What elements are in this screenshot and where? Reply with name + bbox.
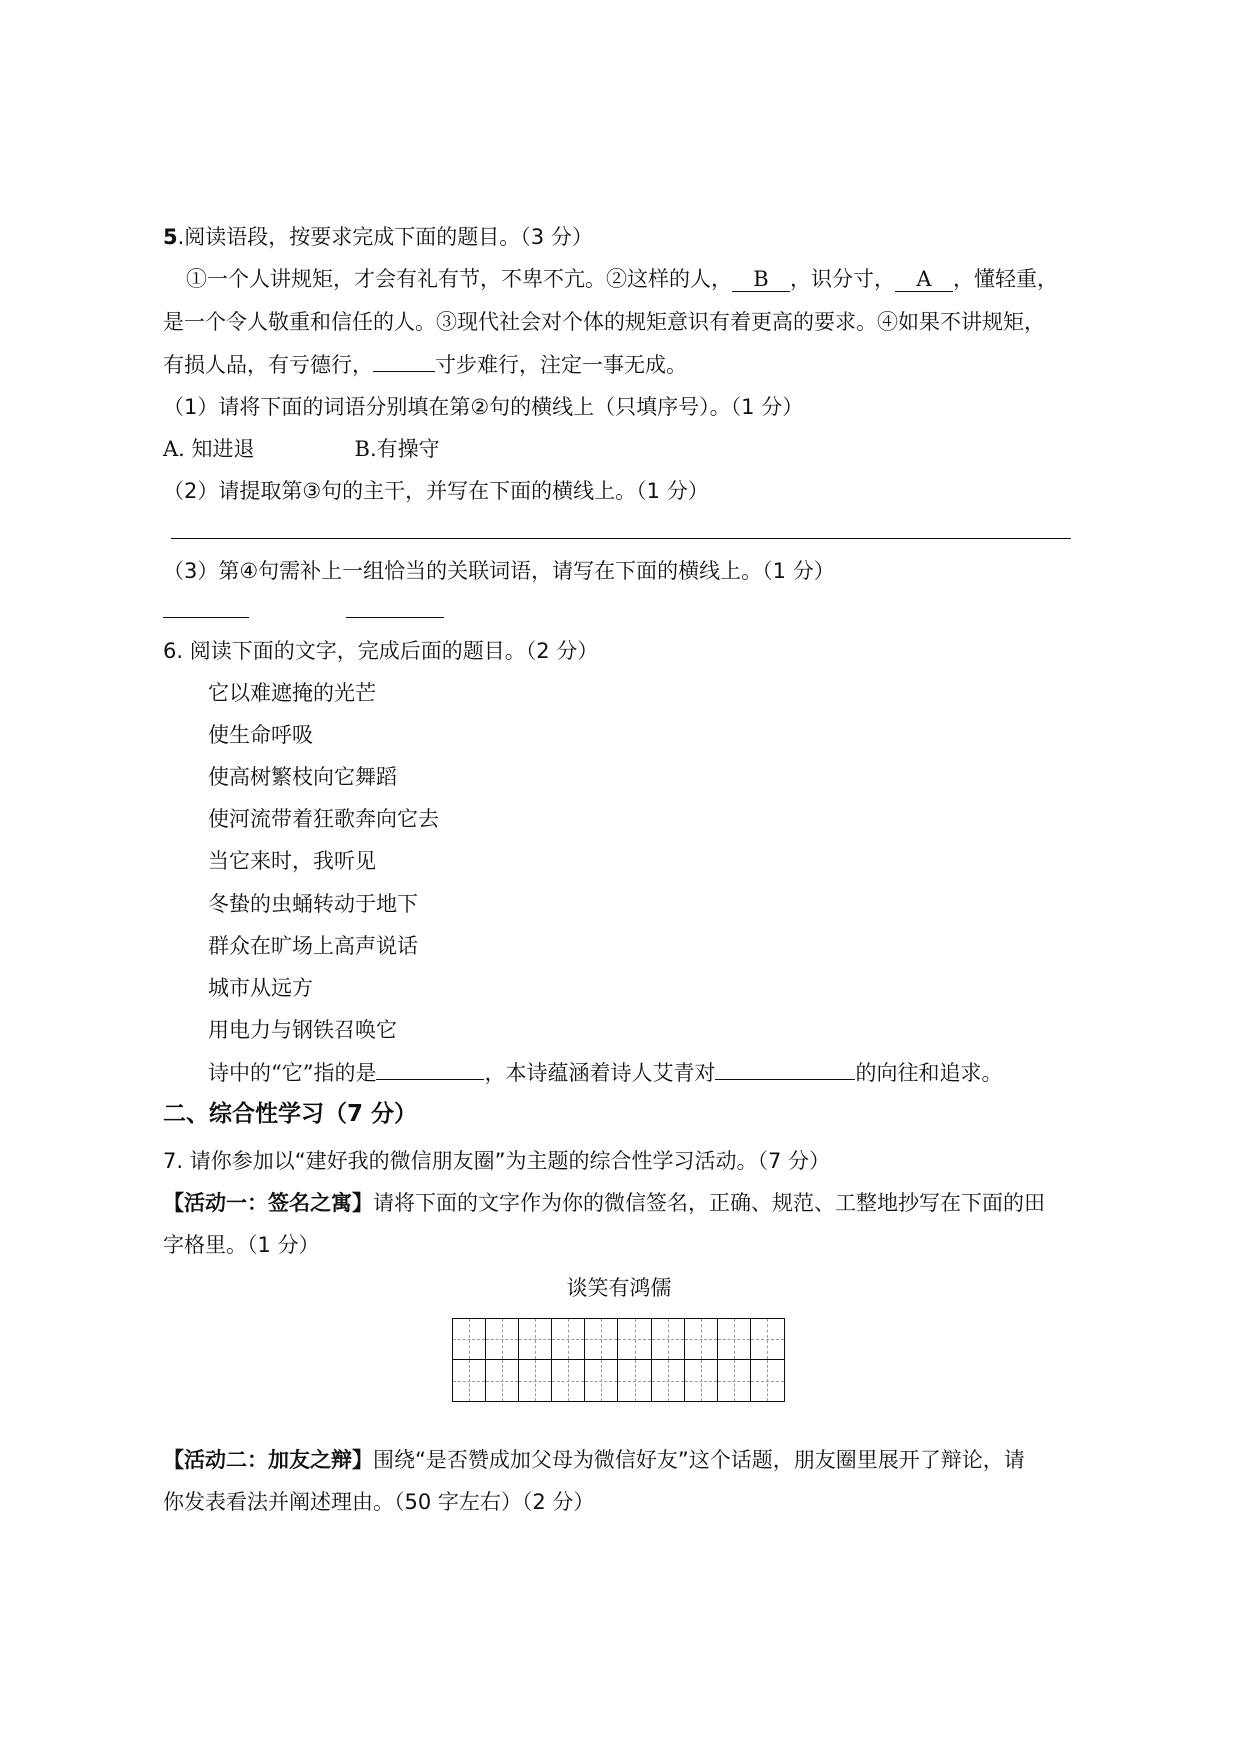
- poem-line-1: 它以难遮掩的光芒: [208, 681, 376, 705]
- poem-line-3: 使高树繁枝向它舞蹈: [208, 765, 397, 789]
- grid-cell[interactable]: [552, 1319, 585, 1360]
- signature-text: [0, 1273, 1240, 1303]
- grid-cell[interactable]: [453, 1360, 486, 1401]
- grid-cell[interactable]: [585, 1319, 618, 1360]
- q5-sub3: （3）第④句需补上一组恰当的关联词语，请写在下面的横线上。（1 分）: [163, 559, 835, 583]
- q7-activity1-text: 请将下面的文字作为你的微信签名，正确、规范、工整地抄写在下面的田: [373, 1191, 1045, 1215]
- poem-line-5: 当它来时，我听见: [208, 849, 376, 873]
- q6-prompt-b: ，本诗蕴涵着诗人艾青对: [484, 1061, 716, 1085]
- q7-activity2-text: 围绕“是否赞成加父母为微信好友”这个话题，朋友圈里展开了辩论，请: [373, 1448, 1025, 1472]
- section-2-title: 二、综合性学习（7 分）: [163, 1101, 418, 1127]
- q6-prompt: [208, 1058, 1002, 1088]
- q5-answer-line-2[interactable]: [171, 538, 1071, 539]
- q5-p3-b: 寸步难行，注定一事无成。: [435, 353, 687, 377]
- grid-cell[interactable]: [618, 1360, 651, 1401]
- q7-activity2: [163, 1445, 1025, 1475]
- q5-p3-a: 有损人品，有亏德行，: [163, 353, 373, 377]
- q5-conjunction-blank[interactable]: [373, 371, 435, 372]
- q5-title-text: .阅读语段，按要求完成下面的题目。（3 分）: [177, 225, 593, 249]
- grid-cell[interactable]: [652, 1319, 685, 1360]
- q5-title: [163, 222, 593, 252]
- grid-cell[interactable]: [486, 1319, 519, 1360]
- q6-answer-blank-1[interactable]: [376, 1079, 484, 1080]
- grid-cell[interactable]: [519, 1360, 552, 1401]
- poem-line-4: 使河流带着狂歌奔向它去: [208, 807, 439, 831]
- grid-cell[interactable]: [751, 1360, 784, 1401]
- grid-cell[interactable]: [685, 1360, 718, 1401]
- q5-paragraph-line-2: 是一个令人敬重和信任的人。③现代社会对个体的规矩意识有着更高的要求。④如果不讲规矩，: [163, 310, 1045, 334]
- q5-p1-c: ，懂轻重，: [953, 267, 1058, 291]
- q5-answer-line-3b[interactable]: [346, 617, 444, 618]
- q7-title: 7. 请你参加以“建好我的微信朋友圈”为主题的综合性学习活动。（7 分）: [163, 1149, 831, 1173]
- q6-prompt-c: 的向往和追求。: [855, 1061, 1003, 1085]
- signature-words: 谈笑有鸿儒: [566, 1276, 672, 1300]
- q5-blank-a: A: [895, 267, 953, 292]
- q5-option-a: A. 知进退: [163, 437, 255, 461]
- q5-option-b: B.有操守: [354, 437, 440, 461]
- grid-cell[interactable]: [718, 1360, 751, 1401]
- q5-paragraph-line-3: [163, 350, 687, 380]
- grid-cell[interactable]: [652, 1360, 685, 1401]
- q6-answer-blank-2[interactable]: [715, 1079, 855, 1080]
- q5-number: 5: [163, 225, 178, 249]
- grid-cell[interactable]: [585, 1360, 618, 1401]
- q5-sub1: （1）请将下面的词语分别填在第②句的横线上（只填序号）。（1 分）: [163, 395, 804, 419]
- grid-cell[interactable]: [685, 1319, 718, 1360]
- grid-cell[interactable]: [718, 1319, 751, 1360]
- q7-activity1-text-2: 字格里。（1 分）: [163, 1233, 320, 1257]
- poem-line-8: 城市从远方: [208, 976, 313, 1000]
- grid-cell[interactable]: [618, 1319, 651, 1360]
- grid-cell[interactable]: [486, 1360, 519, 1401]
- q6-title: 6. 阅读下面的文字，完成后面的题目。（2 分）: [163, 639, 599, 663]
- q7-activity2-label: 【活动二：加友之辩】: [163, 1448, 373, 1472]
- q5-paragraph-line-1: [186, 264, 1058, 294]
- q5-sub2: （2）请提取第③句的主干，并写在下面的横线上。（1 分）: [163, 479, 709, 503]
- grid-cell[interactable]: [751, 1319, 784, 1360]
- poem-line-2: 使生命呼吸: [208, 723, 313, 747]
- poem-line-9: 用电力与钢铁召唤它: [208, 1018, 397, 1042]
- q7-activity2-text-2: 你发表看法并阐述理由。（50 字左右）（2 分）: [163, 1490, 595, 1514]
- tianzige-grid[interactable]: [452, 1318, 785, 1402]
- q7-activity1-label: 【活动一：签名之寓】: [163, 1191, 373, 1215]
- q7-activity1: [163, 1188, 1045, 1218]
- q5-options: [163, 434, 440, 464]
- q5-answer-line-3a[interactable]: [163, 617, 249, 618]
- q5-blank-b: B: [732, 267, 790, 292]
- q6-prompt-a: 诗中的“它”指的是: [208, 1061, 377, 1085]
- q5-p1-a: ①一个人讲规矩，才会有礼有节，不卑不亢。②这样的人，: [186, 267, 732, 291]
- poem-line-6: 冬蛰的虫蛹转动于地下: [208, 892, 418, 916]
- poem-line-7: 群众在旷场上高声说话: [208, 934, 418, 958]
- q5-p1-b: ，识分寸，: [790, 267, 895, 291]
- grid-cell[interactable]: [552, 1360, 585, 1401]
- grid-cell[interactable]: [453, 1319, 486, 1360]
- grid-cell[interactable]: [519, 1319, 552, 1360]
